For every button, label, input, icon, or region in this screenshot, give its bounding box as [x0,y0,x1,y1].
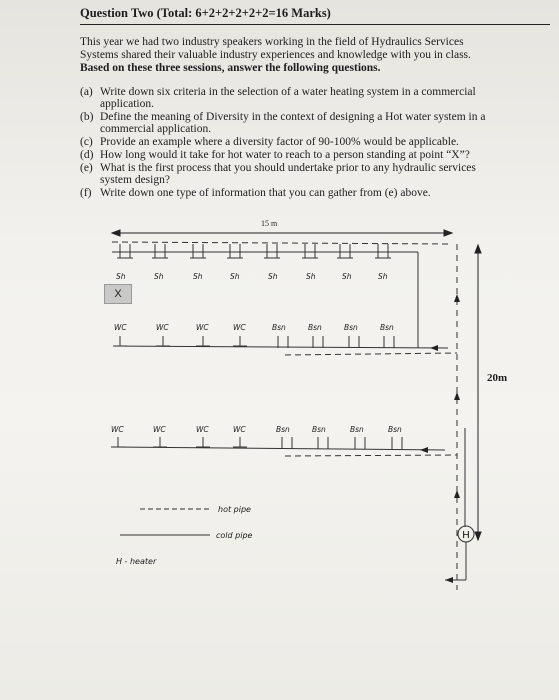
shower-hot-pipe [112,242,452,244]
question-text: What is the first process that you should undertake prior to any hydraulic services system design? [100,162,476,186]
level-2-cold-pipe [113,346,448,348]
shower-label: Sh [268,272,278,281]
question-label: (b) [80,111,94,123]
shower-label: Sh [378,272,388,281]
level-1-cold-pipe [111,447,445,450]
question-label: (f) [80,187,92,199]
shower-label: Sh [306,272,316,281]
shower-label: Sh [193,272,203,281]
basin-label: Bsn [312,425,326,434]
basin-label: Bsn [272,323,286,332]
wc-label: WC [111,425,124,434]
legend-cold-label: cold pipe [216,531,253,540]
instruction-line: Based on these three sessions, answer the following questions. [80,62,381,74]
level-1-hot-pipe [285,455,457,456]
wc-label: WC [114,323,127,332]
intro-line-1: This year we had two industry speakers working in the field of Hydraulics Services [80,36,464,48]
shower-label: Sh [230,272,240,281]
wc-label: WC [196,425,209,434]
question-label: (c) [80,136,93,148]
question-text: Write down one type of information that you can gather from (e) above. [100,187,431,199]
shower-label: Sh [154,272,164,281]
basin-label: Bsn [308,323,322,332]
question-label: (d) [80,149,94,161]
question-text: Define the meaning of Diversity in the context of designing a Hot water system in a commercial application. [100,111,486,135]
shower-label: Sh [342,272,352,281]
heater [445,428,474,583]
wc-label: WC [153,425,166,434]
point-x-marker: X [104,284,132,304]
question-text: How long would it take for hot water to reach to a person standing at point “X”? [100,149,470,161]
question-text: Provide an example where a diversity factor of 90-100% would be applicable. [100,136,459,148]
wc-label: WC [196,323,209,332]
wc-label: WC [156,323,169,332]
question-title: Question Two (Total: 6+2+2+2+2+2=16 Marks) [80,6,331,20]
legend-heater-label: H - heater [116,557,157,566]
basin-label: Bsn [350,425,364,434]
basin-label: Bsn [388,425,402,434]
height-dimension [475,245,481,540]
basin-label: Bsn [276,425,290,434]
intro-line-2: Systems shared their valuable industry experiences and knowledge with you in class. [80,49,471,61]
question-label: (a) [80,86,93,98]
level-2-hot-pipe [285,353,457,355]
wc-label: WC [233,323,246,332]
fixture-labels [111,272,402,434]
question-label: (e) [80,162,93,174]
legend-hot-label: hot pipe [218,505,251,514]
question-text: Write down six criteria in the selection of a water heating system in a commercial application. [100,86,476,110]
basin-label: Bsn [380,323,394,332]
shower-label: Sh [116,272,126,281]
heater-symbol: H [462,530,470,541]
shower-heads [117,244,391,258]
level-1-arrow [420,447,428,453]
basin-label: Bsn [344,323,358,332]
width-dimension [112,230,452,236]
width-label: 15 m [261,219,278,228]
wc-label: WC [233,425,246,434]
level-2-arrow [430,345,438,351]
height-label: 20m [487,372,508,384]
